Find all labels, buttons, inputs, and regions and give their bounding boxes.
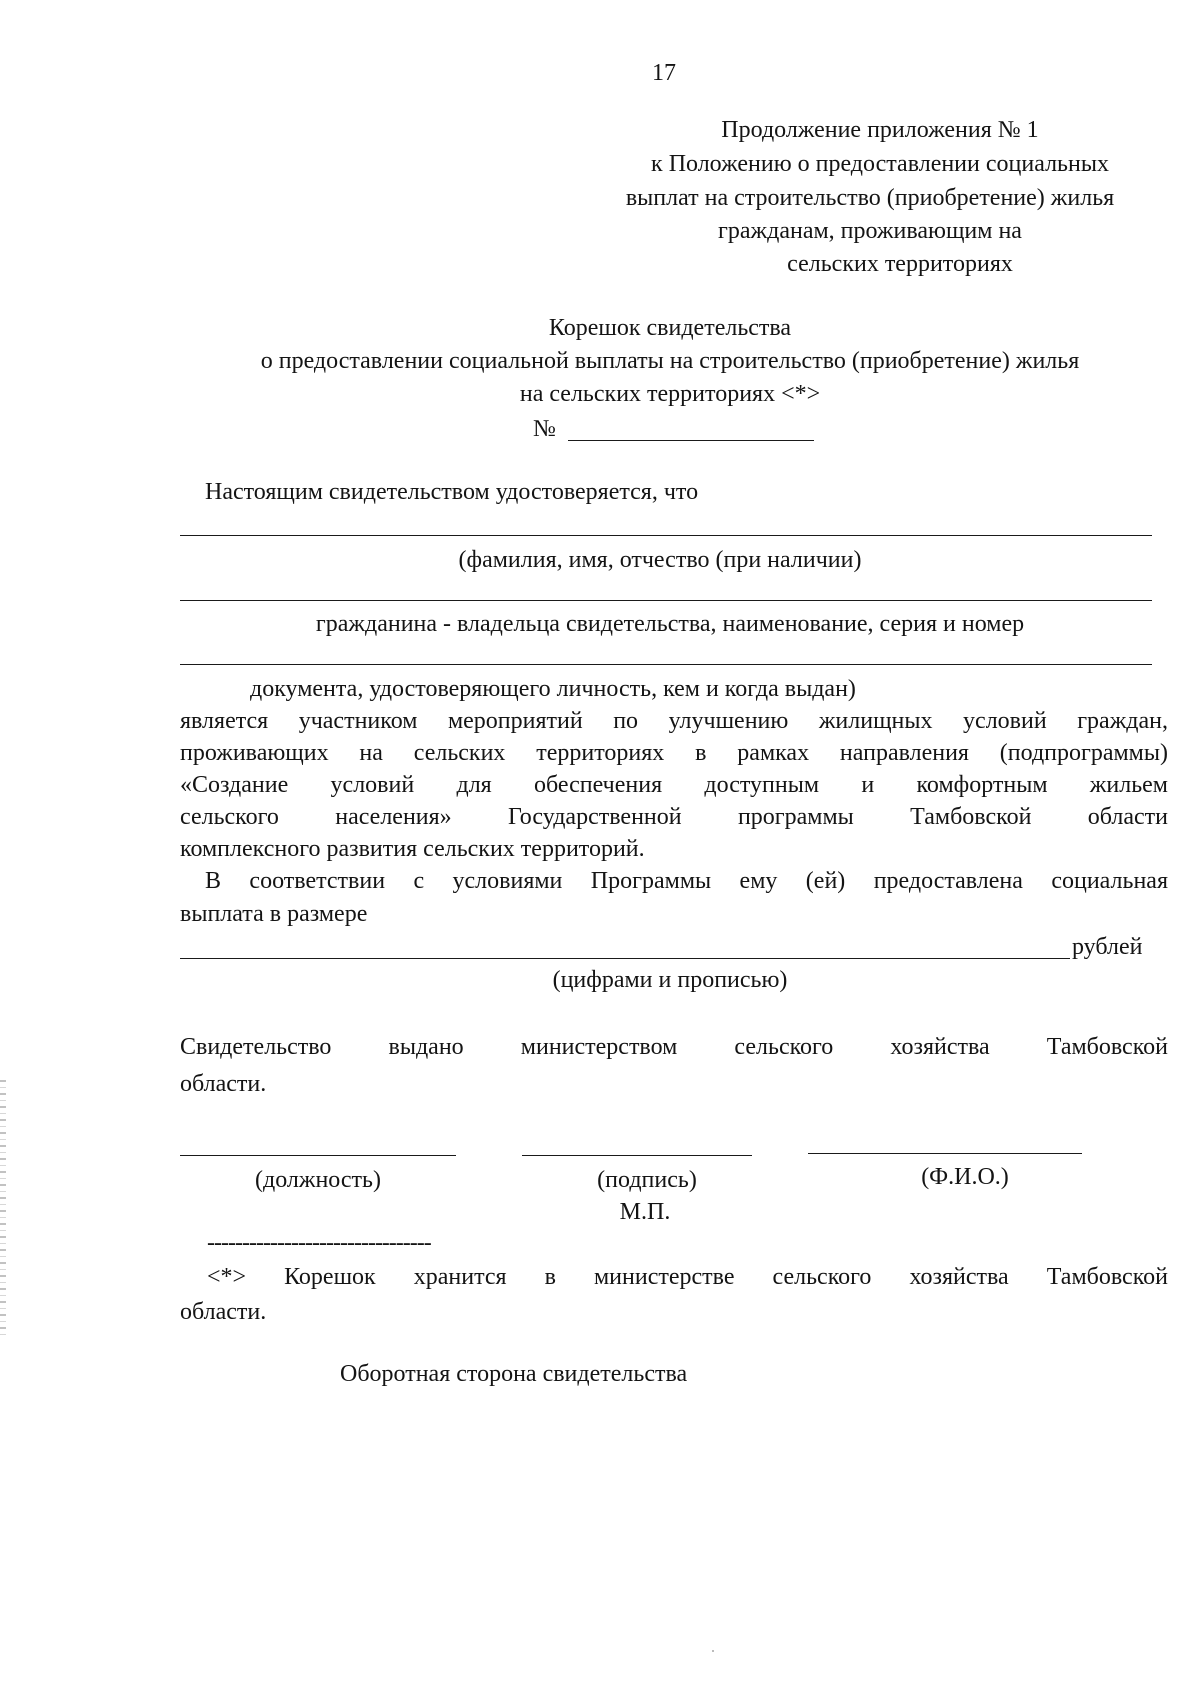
appendix-header-line2: к Положению о предоставлении социальных	[651, 151, 1109, 177]
caption-amount: (цифрами и прописью)	[552, 967, 788, 993]
fio-signature-blank-line	[808, 1153, 1082, 1154]
amount-blank-line	[180, 958, 1070, 959]
p1-line5: комплексного развития сельских территорий.	[180, 836, 645, 862]
p1-line3: «Создание условий для обеспечения доступным и комфортным жильем	[180, 772, 1168, 798]
appendix-header-line1: Продолжение приложения № 1	[721, 117, 1039, 143]
footnote-separator: --------------------------------	[207, 1230, 431, 1256]
footnote-line2: области.	[180, 1299, 267, 1325]
p2-line2: выплата в размере	[180, 901, 368, 927]
appendix-header-line3: выплат на строительство (приобретение) жилья	[625, 185, 1115, 211]
position-blank-line	[180, 1155, 456, 1156]
appendix-header-line5: сельских территориях	[787, 251, 1013, 277]
document-blank-line	[180, 664, 1152, 665]
reverse-side-heading: Оборотная сторона свидетельства	[340, 1361, 688, 1387]
issued-line1: Свидетельство выдано министерством сельского хозяйства Тамбовской	[180, 1034, 1168, 1060]
p1-line1: является участником мероприятий по улучшению жилищных условий граждан,	[180, 708, 1168, 734]
seal-label: М.П.	[619, 1199, 671, 1225]
title-line2: о предоставлении социальной выплаты на строительство (приобретение) жилья	[260, 348, 1080, 374]
title-line3: на сельских территориях <*>	[519, 381, 821, 407]
number-blank-line	[568, 440, 814, 441]
number-label: №	[533, 416, 556, 442]
caption-fio: (фамилия, имя, отчество (при наличии)	[458, 547, 862, 573]
rubles-label: рублей	[1072, 934, 1143, 960]
page-number: 17	[652, 60, 676, 86]
p2-line1: В соответствии с условиями Программы ему (ей) предоставлена социальная	[205, 868, 1168, 894]
caption-position: (должность)	[255, 1167, 381, 1193]
caption-document: документа, удостоверяющего личность, кем и когда выдан)	[250, 676, 856, 702]
p1-line4: сельского населения» Государственной программы Тамбовской области	[180, 804, 1168, 830]
caption-holder: гражданина - владельца свидетельства, наименование, серия и номер	[315, 611, 1025, 637]
intro-text: Настоящим свидетельством удостоверяется, что	[205, 479, 699, 505]
issued-line2: области.	[180, 1071, 267, 1097]
footnote-line1: <*> Корешок хранится в министерстве сельского хозяйства Тамбовской	[207, 1264, 1168, 1290]
caption-signature: (подпись)	[597, 1167, 697, 1193]
signature-blank-line	[522, 1155, 752, 1156]
p1-line2: проживающих на сельских территориях в рамках направления (подпрограммы)	[180, 740, 1168, 766]
fio-blank-line	[180, 535, 1152, 536]
scan-edge-artifact	[0, 1080, 6, 1340]
appendix-header-line4: гражданам, проживающим на	[718, 218, 1022, 244]
scan-dust-dot	[712, 1650, 714, 1652]
title-line1: Корешок свидетельства	[548, 315, 792, 341]
holder-blank-line	[180, 600, 1152, 601]
caption-fio-signature: (Ф.И.О.)	[921, 1164, 1009, 1190]
